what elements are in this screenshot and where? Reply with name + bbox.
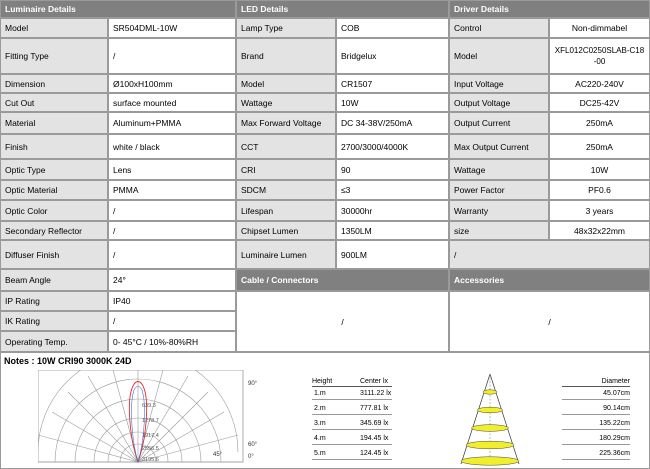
- intensity-tick: 1278.7: [142, 418, 159, 424]
- led-label: Model: [236, 74, 336, 93]
- section-divider: [0, 352, 650, 353]
- led-value: CR1507: [336, 74, 449, 93]
- led-value: COB: [336, 18, 449, 38]
- luminaire-value: SR504DML-10W: [108, 18, 236, 38]
- driver-value: 3 years: [549, 200, 650, 221]
- driver-value: 48x32x22mm: [549, 221, 650, 240]
- luminaire-label: Model: [0, 18, 108, 38]
- illuminance-center: 124.45 lx: [360, 450, 389, 457]
- driver-label: Power Factor: [449, 180, 549, 200]
- cable-connectors-value: /: [236, 291, 449, 352]
- driver-details-header: Driver Details: [449, 0, 650, 18]
- luminaire-label: Fitting Type: [0, 38, 108, 74]
- luminaire-value: Ø100xH100mm: [108, 74, 236, 93]
- luminaire-value: /: [108, 200, 236, 221]
- luminaire-label: IK Rating: [0, 311, 108, 331]
- driver-value: 10W: [549, 159, 650, 180]
- luminaire-label: Secondary Reflector: [0, 221, 108, 240]
- driver-value: XFL012C0250SLAB-C18-00: [549, 38, 650, 74]
- luminaire-label: Dimension: [0, 74, 108, 93]
- driver-value: AC220-240V: [549, 74, 650, 93]
- led-details-header: LED Details: [236, 0, 449, 18]
- driver-value: DC25-42V: [549, 93, 650, 112]
- cable-connectors-header: Cable / Connectors: [236, 269, 449, 291]
- led-label: Wattage: [236, 93, 336, 112]
- illuminance-row-rule: [312, 429, 392, 430]
- luminaire-label: Finish: [0, 134, 108, 159]
- illuminance-height: 1.m: [314, 390, 326, 397]
- luminaire-value: /: [108, 38, 236, 74]
- driver-value: 250mA: [549, 112, 650, 134]
- illuminance-row-rule: [312, 459, 392, 460]
- angle-label-60: 60°: [248, 442, 258, 448]
- driver-empty-row: [449, 240, 650, 269]
- led-value: DC 34-38V/250mA: [336, 112, 449, 134]
- luminaire-label: Beam Angle: [0, 269, 108, 291]
- intensity-tick: 1917.4: [142, 433, 159, 439]
- beam-ellipse: [466, 441, 514, 449]
- driver-label: size: [449, 221, 549, 240]
- luminaire-value: Aluminum+PMMA: [108, 112, 236, 134]
- led-value: 10W: [336, 93, 449, 112]
- intensity-tick: 3195.6: [142, 457, 159, 463]
- driver-label: Warranty: [449, 200, 549, 221]
- luminaire-value: /: [108, 240, 236, 269]
- intensity-tick: 639.3: [142, 403, 156, 409]
- luminaire-label: Cut Out: [0, 93, 108, 112]
- driver-value: 250mA: [549, 134, 650, 159]
- illuminance-height: 5.m: [314, 450, 326, 457]
- beam-edge: [490, 374, 519, 464]
- luminaire-label: Operating Temp.: [0, 331, 108, 352]
- beam-ellipse: [483, 390, 497, 394]
- angle-label-0: 0°: [248, 454, 254, 460]
- led-label: CRI: [236, 159, 336, 180]
- driver-label: Control: [449, 18, 549, 38]
- accessories-header: Accessories: [449, 269, 650, 291]
- luminaire-label: IP Rating: [0, 291, 108, 311]
- driver-value: /: [454, 249, 457, 260]
- luminaire-label: Optic Material: [0, 180, 108, 200]
- illuminance-row-rule: [562, 399, 630, 400]
- led-value: 30000hr: [336, 200, 449, 221]
- luminaire-value: 24°: [108, 269, 236, 291]
- illuminance-height: 4.m: [314, 435, 326, 442]
- illuminance-height: 2.m: [314, 405, 326, 412]
- luminaire-details-header: Luminaire Details: [0, 0, 236, 18]
- led-value: 2700/3000/4000K: [336, 134, 449, 159]
- led-label: Lifespan: [236, 200, 336, 221]
- illuminance-diameter: 90.14cm: [603, 405, 630, 412]
- illuminance-row-rule: [562, 429, 630, 430]
- illuminance-diameter: 225.36cm: [599, 450, 630, 457]
- notes-text: Notes : 10W CRI90 3000K 24D: [4, 356, 132, 366]
- driver-value: Non-dimmabel: [549, 18, 650, 38]
- illuminance-row-rule: [312, 414, 392, 415]
- illuminance-diameter: 180.29cm: [599, 435, 630, 442]
- beam-ellipse: [461, 457, 519, 465]
- beam-ellipse: [478, 407, 503, 413]
- led-label: Brand: [236, 38, 336, 74]
- illuminance-row-rule: [312, 444, 392, 445]
- angle-label-45: 45°: [213, 452, 223, 458]
- illuminance-height-header: Height: [312, 378, 333, 385]
- led-value: 900LM: [336, 240, 449, 269]
- driver-value: PF0.6: [549, 180, 650, 200]
- led-label: Chipset Lumen: [236, 221, 336, 240]
- luminaire-label: Material: [0, 112, 108, 134]
- illuminance-center: 345.69 lx: [360, 420, 389, 427]
- luminaire-label: Diffuser Finish: [0, 240, 108, 269]
- luminaire-value: /: [108, 311, 236, 331]
- accessories-value: /: [449, 291, 650, 352]
- beam-cone-diagram: [455, 372, 525, 466]
- driver-label: Wattage: [449, 159, 549, 180]
- luminaire-value: PMMA: [108, 180, 236, 200]
- illuminance-row-rule: [562, 414, 630, 415]
- driver-label: Input Voltage: [449, 74, 549, 93]
- illuminance-center: 194.45 lx: [360, 435, 389, 442]
- led-value: 1350LM: [336, 221, 449, 240]
- polar-distribution-diagram: [38, 370, 268, 466]
- luminaire-value: white / black: [108, 134, 236, 159]
- driver-label: Max Output Current: [449, 134, 549, 159]
- illuminance-row-rule: [312, 399, 392, 400]
- driver-label: Model: [449, 38, 549, 74]
- luminaire-value: Lens: [108, 159, 236, 180]
- angle-label-90: 90°: [248, 381, 258, 387]
- illuminance-header-rule: [312, 386, 392, 387]
- illuminance-row-rule: [562, 444, 630, 445]
- led-label: Luminaire Lumen: [236, 240, 336, 269]
- led-value: Bridgelux: [336, 38, 449, 74]
- luminaire-label: Optic Color: [0, 200, 108, 221]
- driver-label: Output Current: [449, 112, 549, 134]
- led-value: 90: [336, 159, 449, 180]
- led-label: SDCM: [236, 180, 336, 200]
- illuminance-center: 777.81 lx: [360, 405, 389, 412]
- beam-ellipse: [472, 425, 509, 432]
- illuminance-height: 3.m: [314, 420, 326, 427]
- luminaire-value: IP40: [108, 291, 236, 311]
- beam-edge: [461, 374, 490, 464]
- driver-label: Output Voltage: [449, 93, 549, 112]
- illuminance-diameter: 45.07cm: [603, 390, 630, 397]
- led-label: CCT: [236, 134, 336, 159]
- luminaire-value: 0- 45°C / 10%-80%RH: [108, 331, 236, 352]
- illuminance-center: 3111.22 lx: [360, 390, 392, 397]
- illuminance-diameter: 135.22cm: [599, 420, 630, 427]
- illuminance-row-rule: [562, 459, 630, 460]
- luminaire-value: /: [108, 221, 236, 240]
- intensity-tick: 2556.5: [142, 446, 159, 452]
- luminaire-label: Optic Type: [0, 159, 108, 180]
- led-label: Lamp Type: [236, 18, 336, 38]
- illuminance-center-header: Center lx: [360, 378, 389, 385]
- led-value: ≤3: [336, 180, 449, 200]
- illuminance-header-rule: [562, 386, 630, 387]
- illuminance-diameter-header: Diameter: [601, 378, 630, 385]
- led-label: Max Forward Voltage: [236, 112, 336, 134]
- luminaire-value: surface mounted: [108, 93, 236, 112]
